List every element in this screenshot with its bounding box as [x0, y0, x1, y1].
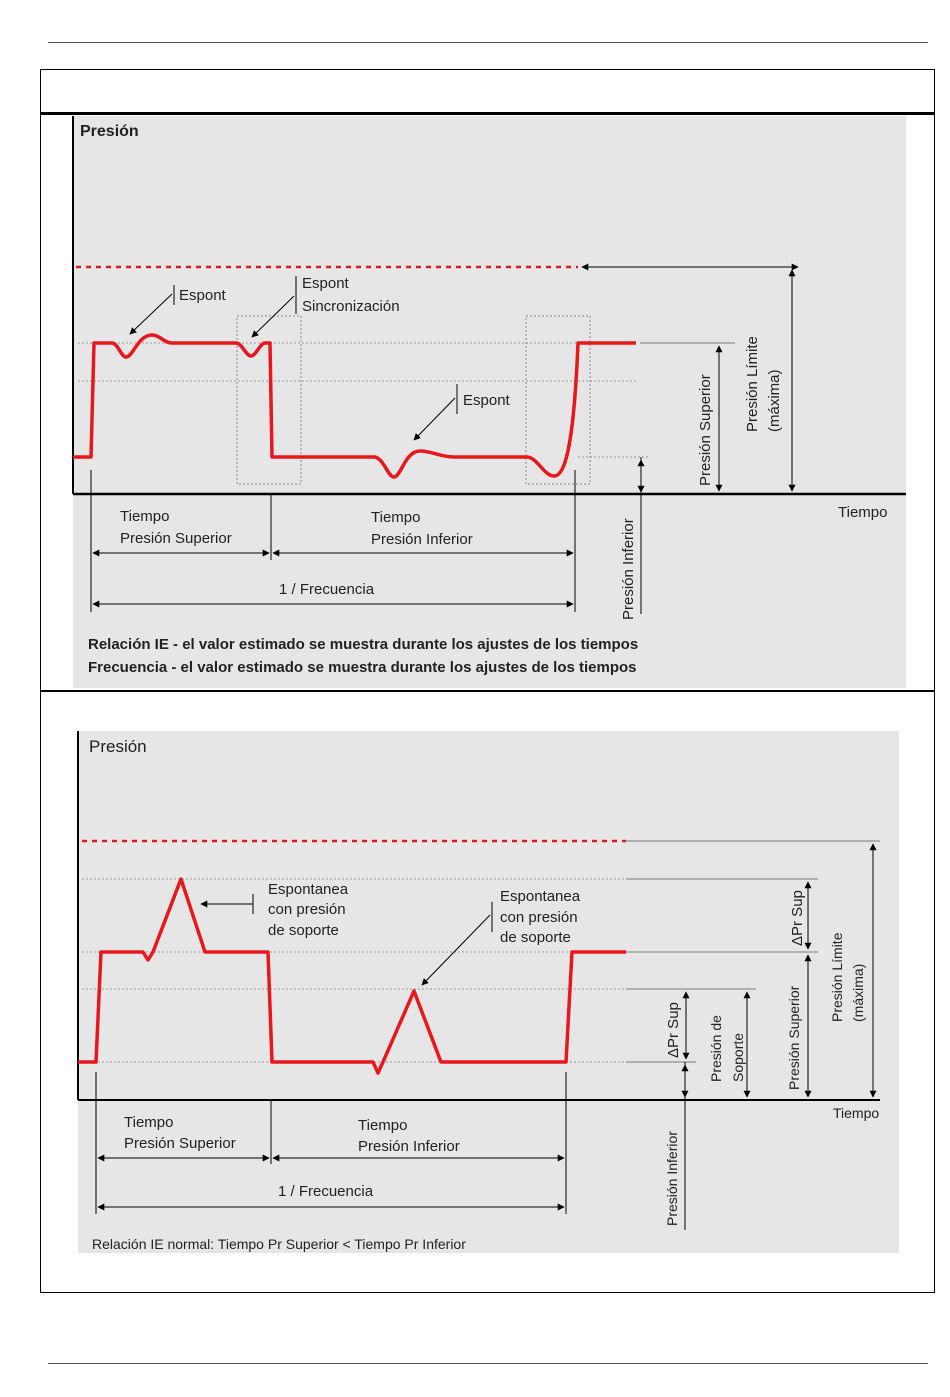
- diagram-2-frecuencia-label: 1 / Frecuencia: [278, 1183, 374, 1200]
- diagram-1-x-axis-label: Tiempo: [838, 504, 888, 521]
- diagram-2-panel: [78, 731, 899, 1253]
- diagram-2-delta-a-label: ΔPr Sup: [665, 1002, 682, 1058]
- diagram-2-esp-2-label-1: Espontanea: [500, 888, 581, 905]
- diagram-2-tiempo-inf-label-2: Presión Inferior: [358, 1138, 460, 1155]
- diagram-1-note-2: Frecuencia - el valor estimado se muestra durante los ajustes de los tiempos: [88, 659, 637, 676]
- diagram-2-note: Relación IE normal: Tiempo Pr Superior < Tiempo Pr Inferior: [92, 1236, 466, 1252]
- diagram-2-soporte-label-1: Presión de: [708, 1015, 724, 1082]
- diagram-2-soporte-label-2: Soporte: [730, 1032, 746, 1082]
- diagram-1-tiempo-inf-label-2: Presión Inferior: [371, 531, 473, 548]
- diagram-1-note-1: Relación IE - el valor estimado se muestra durante los ajustes de los tiempos: [88, 636, 639, 653]
- diagram-1-espont-sync-label-2: Sincronización: [302, 298, 400, 315]
- diagram-1-tiempo-sup-label-2: Presión Superior: [120, 530, 232, 547]
- diagram-2-presion-inf-label: Presión Inferior: [664, 1131, 680, 1226]
- diagram-2-tiempo-inf-label-1: Tiempo: [358, 1117, 408, 1134]
- diagram-1-tiempo-sup-label-1: Tiempo: [120, 508, 170, 525]
- diagram-2-x-axis-label: Tiempo: [833, 1105, 880, 1121]
- diagram-1-tiempo-inf-label-1: Tiempo: [371, 509, 421, 526]
- diagram-1-presion-lim-label-2: (máxima): [766, 369, 783, 432]
- diagram-1-espont-sync-label-1: Espont: [302, 275, 349, 292]
- diagram-2-delta-b-label: ΔPr Sup: [789, 890, 806, 946]
- diagram-1-espont-3-label: Espont: [463, 392, 510, 409]
- diagram-2-presion-lim-label-2: (máxima): [850, 963, 866, 1022]
- diagram-1: [73, 116, 906, 688]
- diagram-2-esp-1-label-2: con presión: [268, 901, 346, 918]
- diagram-2: [78, 731, 899, 1253]
- diagram-1-presion-sup-label: Presión Superior: [697, 374, 714, 486]
- diagram-2-esp-1-label-3: de soporte: [268, 922, 339, 939]
- diagram-2-presion-lim-label-1: Presión Límite: [829, 932, 845, 1022]
- diagram-2-tiempo-sup-label-1: Tiempo: [124, 1114, 174, 1131]
- diagram-1-frecuencia-label: 1 / Frecuencia: [279, 581, 375, 598]
- diagram-2-title: Presión: [89, 737, 147, 756]
- diagram-1-espont-1-label: Espont: [179, 287, 226, 304]
- diagram-2-presion-sup-label: Presión Superior: [786, 985, 802, 1090]
- diagram-2-esp-2-label-2: con presión: [500, 909, 578, 926]
- diagram-1-title: Presión: [80, 123, 139, 140]
- diagram-1-presion-lim-label-1: Presión Límite: [744, 336, 761, 432]
- diagram-1-presion-inf-label: Presión Inferior: [620, 518, 637, 620]
- diagram-2-tiempo-sup-label-2: Presión Superior: [124, 1135, 236, 1152]
- diagram-2-esp-2-label-3: de soporte: [500, 929, 571, 946]
- diagram-2-esp-1-label-1: Espontanea: [268, 881, 349, 898]
